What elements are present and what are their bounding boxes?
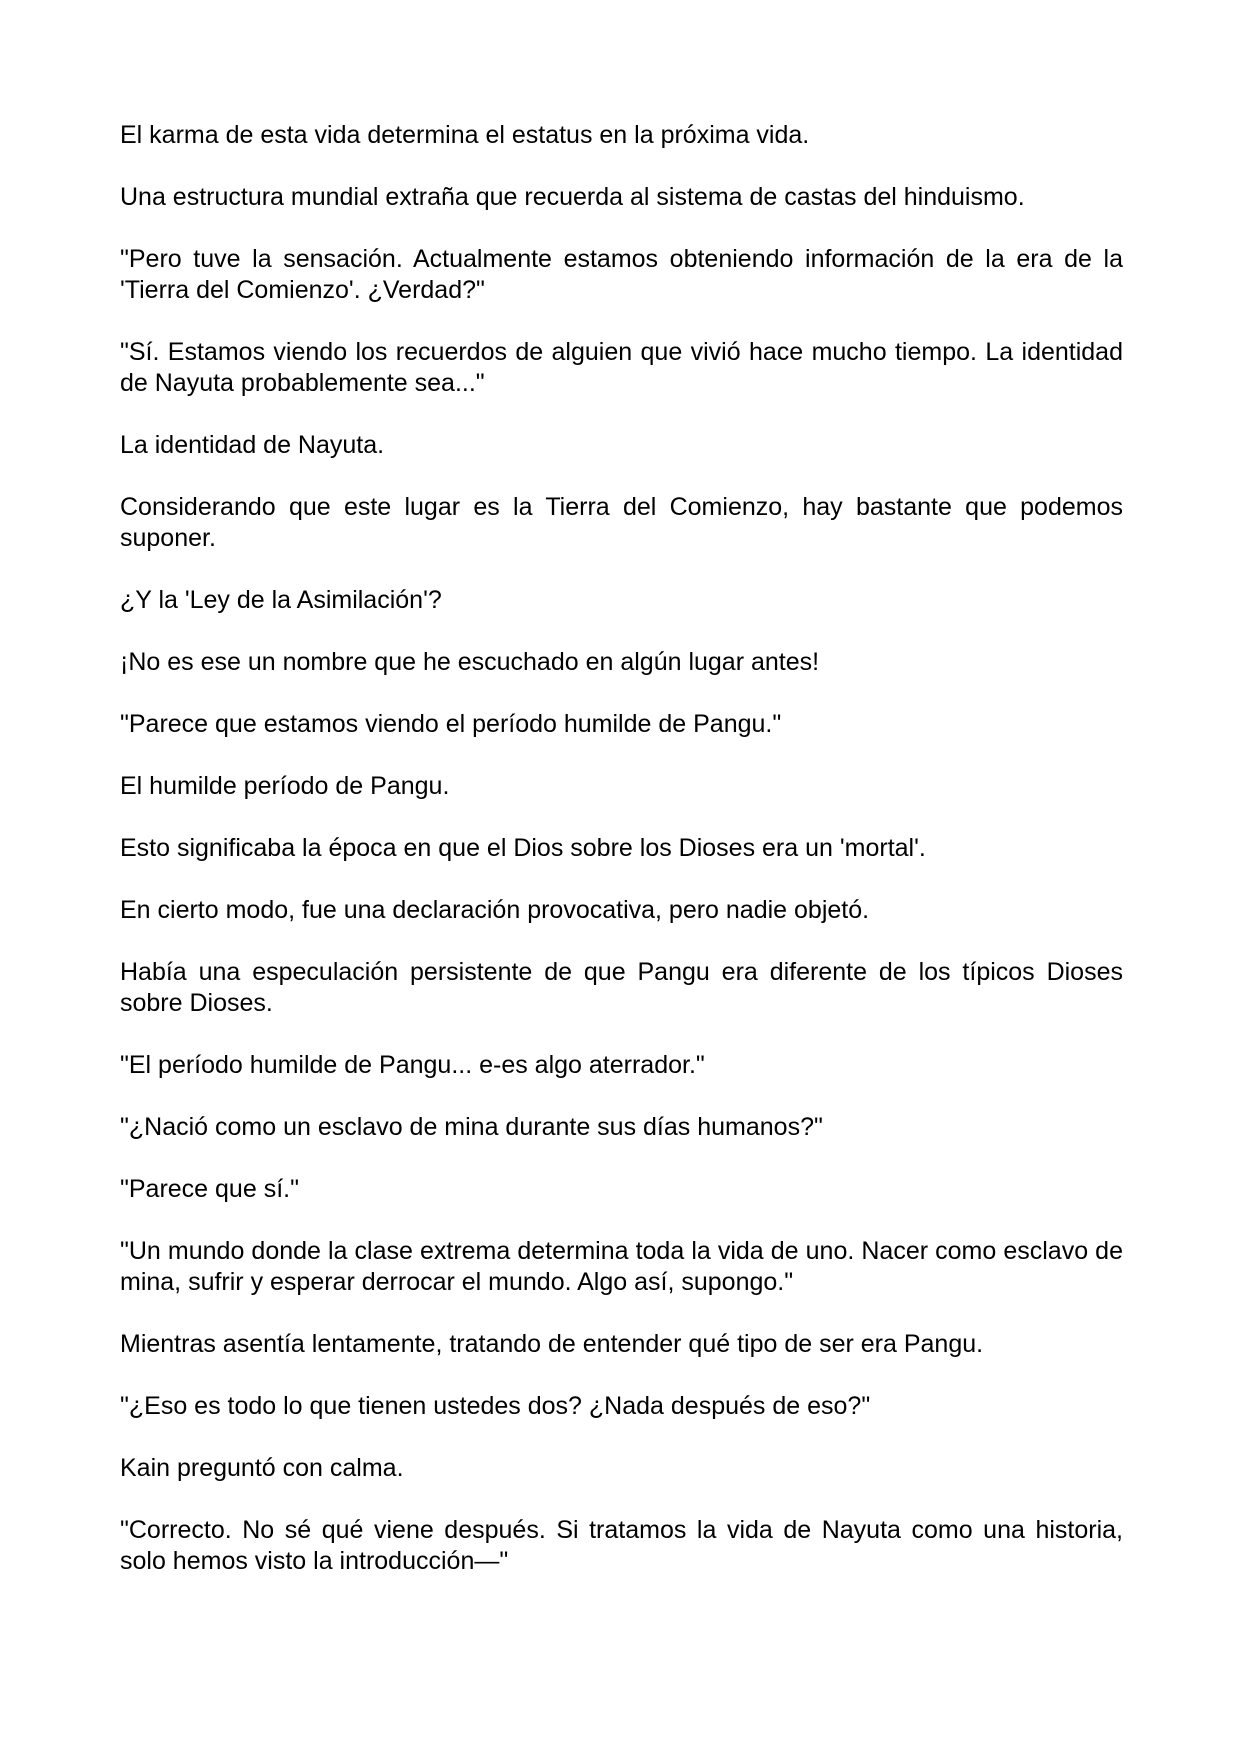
paragraph: "Parece que sí." xyxy=(120,1175,299,1203)
paragraph: "El período humilde de Pangu... e-es algo aterrador." xyxy=(120,1051,705,1079)
paragraph: "Parece que estamos viendo el período humilde de Pangu." xyxy=(120,710,782,738)
paragraph: Una estructura mundial extraña que recuerda al sistema de castas del hinduismo. xyxy=(120,183,1025,211)
paragraph: Esto significaba la época en que el Dios sobre los Dioses era un 'mortal'. xyxy=(120,834,926,862)
paragraph: "¿Eso es todo lo que tienen ustedes dos? ¿Nada después de eso?" xyxy=(120,1392,871,1420)
paragraph: "Pero tuve la sensación. Actualmente estamos obteniendo información de la era de la 'Tierra del Comienzo'. ¿Verdad?" xyxy=(120,245,1123,304)
paragraph: Kain preguntó con calma. xyxy=(120,1454,404,1482)
paragraph: "Sí. Estamos viendo los recuerdos de alguien que vivió hace mucho tiempo. La identidad de Nayuta probablemente sea..." xyxy=(120,338,1123,397)
paragraph: El karma de esta vida determina el estatus en la próxima vida. xyxy=(120,121,810,149)
paragraph: El humilde período de Pangu. xyxy=(120,772,450,800)
document-page xyxy=(120,120,1123,1608)
paragraph: Mientras asentía lentamente, tratando de entender qué tipo de ser era Pangu. xyxy=(120,1330,984,1358)
paragraph: "¿Nació como un esclavo de mina durante sus días humanos?" xyxy=(120,1113,823,1141)
paragraph: ¡No es ese un nombre que he escuchado en algún lugar antes! xyxy=(120,648,820,676)
paragraph: Considerando que este lugar es la Tierra del Comienzo, hay bastante que podemos suponer. xyxy=(120,493,1123,552)
paragraph: La identidad de Nayuta. xyxy=(120,431,385,459)
paragraph: Había una especulación persistente de que Pangu era diferente de los típicos Dioses sobre Dioses. xyxy=(120,958,1123,1017)
paragraph: En cierto modo, fue una declaración provocativa, pero nadie objetó. xyxy=(120,896,870,924)
paragraph: "Correcto. No sé qué viene después. Si tratamos la vida de Nayuta como una historia, solo hemos visto la introducción—" xyxy=(120,1516,1123,1575)
paragraph: ¿Y la 'Ley de la Asimilación'? xyxy=(120,586,442,614)
paragraph: "Un mundo donde la clase extrema determina toda la vida de uno. Nacer como esclavo de mina, sufrir y esperar derrocar el mundo. Algo así, supongo." xyxy=(120,1237,1123,1296)
